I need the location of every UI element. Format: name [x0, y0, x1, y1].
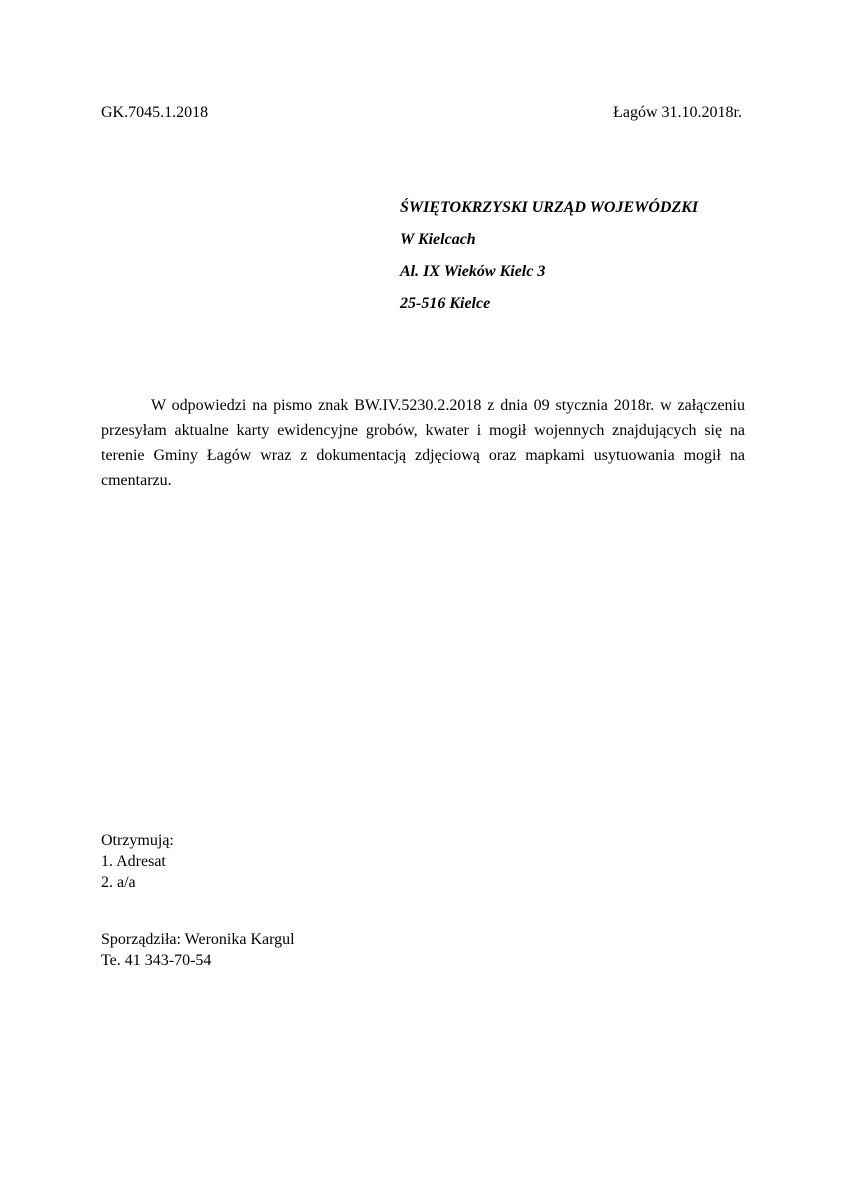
distribution-item: 2. a/a	[101, 874, 136, 891]
prepared-by-block	[101, 929, 295, 971]
letter-body: W odpowiedzi na pismo znak BW.IV.5230.2.2018 z dnia 09 stycznia 2018r. w załączeniu przesyłam aktualne karty ewidencyjne grobów, kwater i mogił wojennych znajdujących się na terenie Gminy Łagów wraz z dokumentacją zdjęciową oraz mapkami usytuowania mogił na cmentarzu.	[101, 397, 745, 489]
distribution-list	[101, 830, 174, 893]
reference-number: GK.7045.1.2018	[101, 104, 209, 121]
recipient-address	[400, 197, 698, 325]
recipient-name: ŚWIĘTOKRZYSKI URZĄD WOJEWÓDZKI	[400, 199, 699, 216]
prepared-by-name: Sporządziła: Weronika Kargul	[101, 931, 295, 948]
place-and-date: Łagów 31.10.2018r.	[613, 104, 742, 121]
phone-number: Te. 41 343-70-54	[101, 952, 212, 969]
distribution-item: 1. Adresat	[101, 853, 166, 870]
distribution-heading: Otrzymują:	[101, 832, 174, 849]
recipient-street: Al. IX Wieków Kielc 3	[400, 263, 546, 280]
recipient-city-line: W Kielcach	[400, 231, 476, 248]
recipient-postal-code: 25-516 Kielce	[400, 295, 491, 312]
